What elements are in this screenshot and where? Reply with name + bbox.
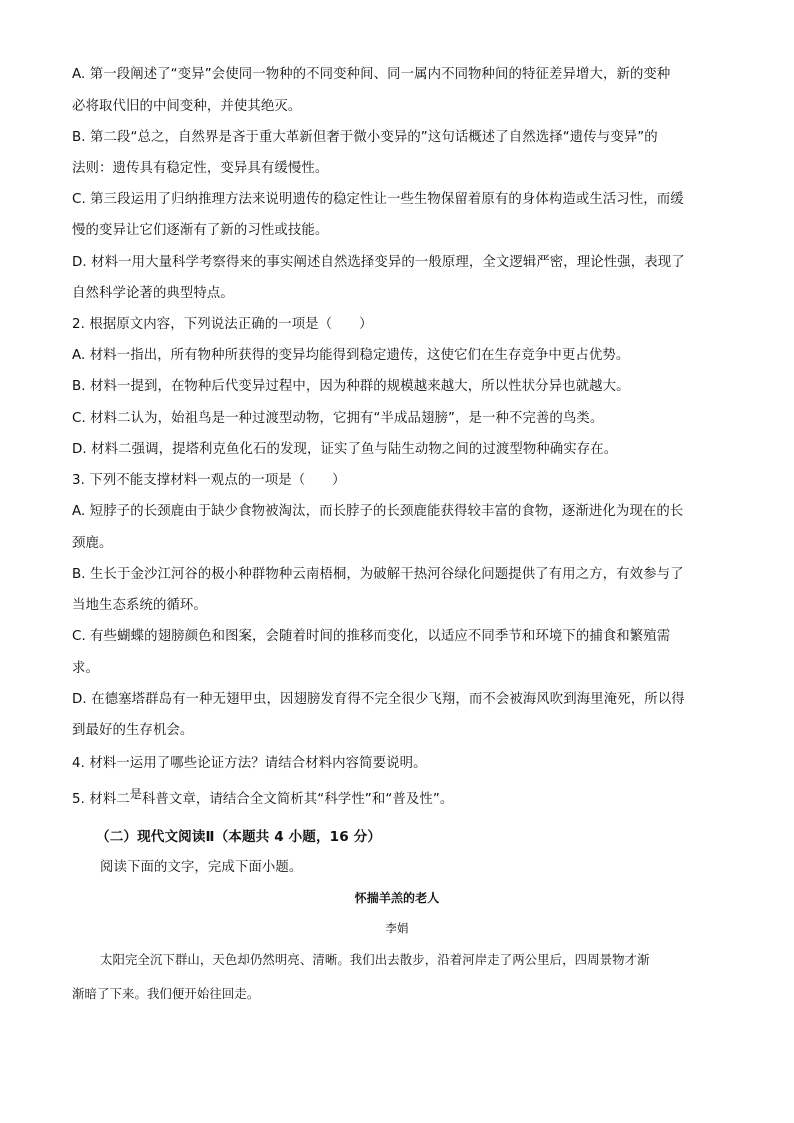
- option-a-line1: A. 第一段阐述了“变异”会使同一物种的不同变种间、同一属内不同物种间的特征差异增大，新的变种: [72, 67, 671, 82]
- question-5-part2: 科普文章，请结合全文简析其“科学性”和“普及性”。: [141, 792, 454, 807]
- reading-instruction: 阅读下面的文字，完成下面小题。: [100, 860, 303, 875]
- article-title: 怀揣羊羔的老人: [354, 891, 440, 905]
- q3-option-c-line2: 求。: [72, 661, 99, 676]
- q3-option-b-line1: B. 生长于金沙江河谷的极小种群物种云南梧桐，为破解干热河谷绿化问题提供了有用之方，有效参与了: [72, 567, 684, 582]
- q2-option-d: D. 材料二强调，提塔利克鱼化石的发现，证实了鱼与陆生动物之间的过渡型物种确实存在。: [72, 442, 618, 457]
- option-c-line2: 慢的变异让它们逐渐有了新的习性或技能。: [72, 223, 329, 238]
- q3-option-d-line2: 到最好的生存机会。: [72, 723, 194, 738]
- q2-option-c: C. 材料二认为，始祖鸟是一种过渡型动物，它拥有“半成品翅膀”，是一种不完善的鸟类。: [72, 411, 604, 426]
- question-5-raised-char: 是: [129, 787, 142, 801]
- article-paragraph-line1: 太阳完全沉下群山，天色却仍然明亮、清晰。我们出去散步，沿着河岸走了两公里后，四周景物才渐: [100, 952, 650, 967]
- q3-option-d-line1: D. 在德塞塔群岛有一种无翅甲虫，因翅膀发育得不完全很少飞翔，而不会被海风吹到海里淹死，所以得: [72, 692, 685, 707]
- option-b-line1: B. 第二段“总之，自然界是吝于重大革新但奢于微小变异的”这句话概述了自然选择“遗传与变异”的: [72, 130, 658, 145]
- option-d-line1: D. 材料一用大量科学考察得来的事实阐述自然选择变异的一般原理，全文逻辑严密，理论性强，表现了: [72, 255, 685, 270]
- q2-option-a: A. 材料一指出，所有物种所获得的变异均能得到稳定遗传，这使它们在生存竞争中更占优势。: [72, 348, 630, 363]
- article-author: 李娟: [385, 921, 409, 935]
- q3-option-b-line2: 当地生态系统的循环。: [72, 598, 207, 613]
- option-d-line2: 自然科学论著的典型特点。: [72, 286, 234, 301]
- question-5: [72, 787, 454, 809]
- question-2: 2. 根据原文内容，下列说法正确的一项是（ ）: [72, 317, 373, 332]
- option-a-line2: 必将取代旧的中间变种，并使其绝灭。: [72, 99, 302, 114]
- section-heading: （二）现代文阅读Ⅱ（本题共 4 小题，16 分）: [96, 829, 382, 845]
- q3-option-a-line1: A. 短脖子的长颈鹿由于缺少食物被淘汰，而长脖子的长颈鹿能获得较丰富的食物，逐渐进化为现在的长: [72, 504, 684, 519]
- q2-option-b: B. 材料一提到，在物种后代变异过程中，因为种群的规模越来越大，所以性状分异也就越大。: [72, 379, 630, 394]
- question-3: 3. 下列不能支撑材料一观点的一项是（ ）: [72, 473, 346, 488]
- article-paragraph-line2: 渐暗了下来。我们便开始往回走。: [72, 986, 260, 1001]
- option-c-line1: C. 第三段运用了归纳推理方法来说明遗传的稳定性让一些生物保留着原有的身体构造或生活习性，而缓: [72, 192, 684, 207]
- q3-option-a-line2: 颈鹿。: [72, 536, 113, 551]
- option-b-line2: 法则：遗传具有稳定性，变异具有缓慢性。: [72, 161, 329, 176]
- question-4: 4. 材料一运用了哪些论证方法？请结合材料内容简要说明。: [72, 756, 427, 771]
- question-5-part1: 5. 材料二: [72, 792, 130, 807]
- q3-option-c-line1: C. 有些蝴蝶的翅膀颜色和图案，会随着时间的推移而变化，以适应不同季节和环境下的捕食和繁殖需: [72, 629, 671, 644]
